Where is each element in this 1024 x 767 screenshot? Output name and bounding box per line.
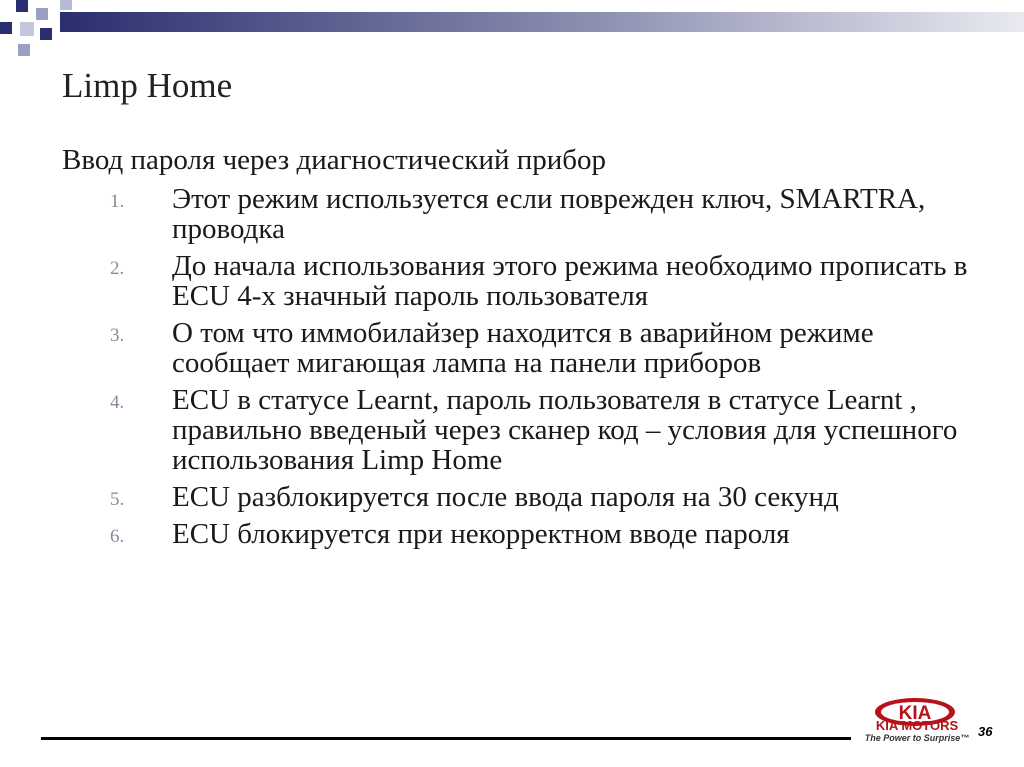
list-text: ECU в статусе Learnt, пароль пользователя в статусе Learnt , правильно введеный через сканер код – условия для успешного использования Limp Home: [172, 384, 958, 476]
brand-slogan: The Power to Surprise™: [864, 733, 970, 743]
numbered-list: [62, 184, 992, 556]
page-number: 36: [978, 724, 993, 739]
list-item: [62, 184, 992, 244]
list-text: ECU блокируется при некорректном вводе пароля: [172, 518, 790, 550]
list-number: 3.: [110, 325, 125, 346]
header-decoration: [0, 0, 1024, 60]
list-text: ECU разблокируется после ввода пароля на 30 секунд: [172, 481, 839, 513]
list-item: [62, 251, 992, 311]
list-item: [62, 519, 992, 549]
list-item: [62, 385, 992, 475]
slide-intro: Ввод пароля через диагностический прибор: [62, 144, 607, 176]
list-text: О том что иммобилайзер находится в аварийном режиме сообщает мигающая лампа на панели приборов: [172, 317, 874, 379]
list-number: 6.: [110, 526, 125, 547]
slide-title: Limp Home: [62, 66, 233, 105]
list-number: 5.: [110, 489, 125, 510]
list-item: [62, 482, 992, 512]
logo-text: KIA: [898, 703, 932, 724]
brand-name: KIA MOTORS: [875, 718, 959, 733]
list-number: 4.: [110, 392, 125, 413]
list-item: [62, 318, 992, 378]
list-text: Этот режим используется если поврежден ключ, SMARTRA, проводка: [172, 183, 926, 245]
list-number: 2.: [110, 258, 125, 279]
list-text: До начала использования этого режима необходимо прописать в ECU 4-х значный пароль пользователя: [172, 250, 968, 312]
list-number: 1.: [110, 191, 125, 212]
footer-divider: [41, 737, 851, 740]
